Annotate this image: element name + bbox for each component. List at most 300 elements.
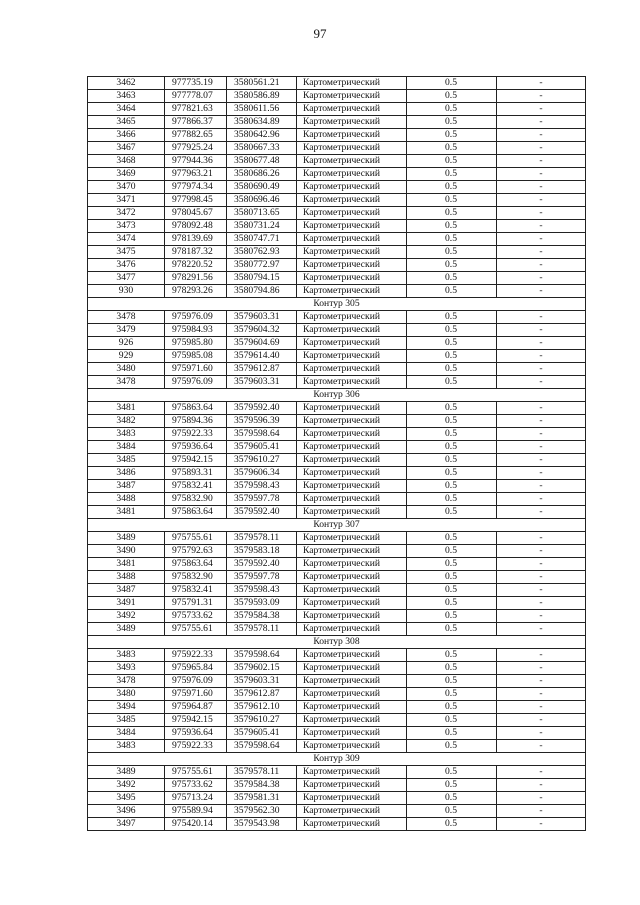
- y-coordinate-cell: 3579614.40: [227, 350, 297, 363]
- y-coordinate-cell: 3579605.41: [227, 441, 297, 454]
- accuracy-cell: 0.5: [407, 714, 497, 727]
- note-cell: -: [497, 272, 586, 285]
- accuracy-cell: 0.5: [407, 142, 497, 155]
- table-row: [88, 311, 586, 324]
- table-row: [88, 701, 586, 714]
- method-cell: Картометрический: [297, 116, 407, 129]
- accuracy-cell: 0.5: [407, 285, 497, 298]
- method-cell: Картометрический: [297, 467, 407, 480]
- method-cell: Картометрический: [297, 714, 407, 727]
- method-cell: Картометрический: [297, 402, 407, 415]
- note-cell: -: [497, 688, 586, 701]
- x-coordinate-cell: 975965.84: [165, 662, 227, 675]
- method-cell: Картометрический: [297, 246, 407, 259]
- point-number-cell: 3478: [88, 311, 165, 324]
- y-coordinate-cell: 3580561.21: [227, 77, 297, 90]
- point-number-cell: 3474: [88, 233, 165, 246]
- y-coordinate-cell: 3579612.10: [227, 701, 297, 714]
- note-cell: -: [497, 506, 586, 519]
- point-number-cell: 3494: [88, 701, 165, 714]
- y-coordinate-cell: 3579603.31: [227, 311, 297, 324]
- method-cell: Картометрический: [297, 610, 407, 623]
- method-cell: Картометрический: [297, 337, 407, 350]
- point-number-cell: 3477: [88, 272, 165, 285]
- note-cell: -: [497, 597, 586, 610]
- note-cell: -: [497, 220, 586, 233]
- x-coordinate-cell: 975976.09: [165, 376, 227, 389]
- table-row: [88, 649, 586, 662]
- y-coordinate-cell: 3580731.24: [227, 220, 297, 233]
- y-coordinate-cell: 3580747.71: [227, 233, 297, 246]
- y-coordinate-cell: 3579592.40: [227, 506, 297, 519]
- x-coordinate-cell: 975971.60: [165, 688, 227, 701]
- accuracy-cell: 0.5: [407, 155, 497, 168]
- accuracy-cell: 0.5: [407, 259, 497, 272]
- point-number-cell: 3475: [88, 246, 165, 259]
- point-number-cell: 3489: [88, 623, 165, 636]
- x-coordinate-cell: 977735.19: [165, 77, 227, 90]
- note-cell: -: [497, 610, 586, 623]
- method-cell: Картометрический: [297, 818, 407, 831]
- x-coordinate-cell: 978045.67: [165, 207, 227, 220]
- method-cell: Картометрический: [297, 571, 407, 584]
- contour-header-row: [88, 636, 586, 649]
- method-cell: Картометрический: [297, 428, 407, 441]
- y-coordinate-cell: 3579543.98: [227, 818, 297, 831]
- note-cell: -: [497, 792, 586, 805]
- accuracy-cell: 0.5: [407, 103, 497, 116]
- contour-title: Контур 308: [88, 636, 586, 649]
- y-coordinate-cell: 3580762.93: [227, 246, 297, 259]
- table-row: [88, 662, 586, 675]
- point-number-cell: 3488: [88, 571, 165, 584]
- method-cell: Картометрический: [297, 194, 407, 207]
- note-cell: -: [497, 584, 586, 597]
- y-coordinate-cell: 3579610.27: [227, 714, 297, 727]
- accuracy-cell: 0.5: [407, 454, 497, 467]
- accuracy-cell: 0.5: [407, 480, 497, 493]
- y-coordinate-cell: 3579581.31: [227, 792, 297, 805]
- table-row: [88, 350, 586, 363]
- note-cell: -: [497, 311, 586, 324]
- table-row: [88, 766, 586, 779]
- accuracy-cell: 0.5: [407, 77, 497, 90]
- accuracy-cell: 0.5: [407, 181, 497, 194]
- point-number-cell: 3489: [88, 532, 165, 545]
- contour-header-row: [88, 389, 586, 402]
- y-coordinate-cell: 3579578.11: [227, 532, 297, 545]
- note-cell: -: [497, 779, 586, 792]
- note-cell: -: [497, 259, 586, 272]
- y-coordinate-cell: 3580634.89: [227, 116, 297, 129]
- table-row: [88, 155, 586, 168]
- y-coordinate-cell: 3579603.31: [227, 376, 297, 389]
- y-coordinate-cell: 3579610.27: [227, 454, 297, 467]
- method-cell: Картометрический: [297, 662, 407, 675]
- x-coordinate-cell: 975985.08: [165, 350, 227, 363]
- accuracy-cell: 0.5: [407, 727, 497, 740]
- note-cell: -: [497, 350, 586, 363]
- x-coordinate-cell: 975922.33: [165, 740, 227, 753]
- note-cell: -: [497, 441, 586, 454]
- table-row: [88, 493, 586, 506]
- y-coordinate-cell: 3580794.15: [227, 272, 297, 285]
- accuracy-cell: 0.5: [407, 350, 497, 363]
- accuracy-cell: 0.5: [407, 584, 497, 597]
- accuracy-cell: 0.5: [407, 311, 497, 324]
- method-cell: Картометрический: [297, 168, 407, 181]
- y-coordinate-cell: 3580690.49: [227, 181, 297, 194]
- point-number-cell: 3476: [88, 259, 165, 272]
- y-coordinate-cell: 3580794.86: [227, 285, 297, 298]
- y-coordinate-cell: 3579606.34: [227, 467, 297, 480]
- x-coordinate-cell: 975964.87: [165, 701, 227, 714]
- note-cell: -: [497, 428, 586, 441]
- x-coordinate-cell: 977778.07: [165, 90, 227, 103]
- x-coordinate-cell: 975976.09: [165, 675, 227, 688]
- point-number-cell: 926: [88, 337, 165, 350]
- x-coordinate-cell: 975936.64: [165, 441, 227, 454]
- method-cell: Картометрический: [297, 155, 407, 168]
- accuracy-cell: 0.5: [407, 662, 497, 675]
- method-cell: Картометрический: [297, 532, 407, 545]
- y-coordinate-cell: 3579562.30: [227, 805, 297, 818]
- point-number-cell: 3488: [88, 493, 165, 506]
- x-coordinate-cell: 975755.61: [165, 532, 227, 545]
- y-coordinate-cell: 3579598.64: [227, 740, 297, 753]
- accuracy-cell: 0.5: [407, 233, 497, 246]
- accuracy-cell: 0.5: [407, 129, 497, 142]
- method-cell: Картометрический: [297, 207, 407, 220]
- y-coordinate-cell: 3579592.40: [227, 402, 297, 415]
- table-row: [88, 90, 586, 103]
- contour-header-row: [88, 753, 586, 766]
- accuracy-cell: 0.5: [407, 623, 497, 636]
- x-coordinate-cell: 975589.94: [165, 805, 227, 818]
- note-cell: -: [497, 155, 586, 168]
- table-row: [88, 480, 586, 493]
- point-number-cell: 3472: [88, 207, 165, 220]
- accuracy-cell: 0.5: [407, 441, 497, 454]
- note-cell: -: [497, 233, 586, 246]
- note-cell: -: [497, 623, 586, 636]
- method-cell: Картометрический: [297, 740, 407, 753]
- accuracy-cell: 0.5: [407, 649, 497, 662]
- x-coordinate-cell: 978187.32: [165, 246, 227, 259]
- x-coordinate-cell: 975863.64: [165, 402, 227, 415]
- method-cell: Картометрический: [297, 506, 407, 519]
- method-cell: Картометрический: [297, 272, 407, 285]
- point-number-cell: 3487: [88, 480, 165, 493]
- y-coordinate-cell: 3579578.11: [227, 766, 297, 779]
- point-number-cell: 3471: [88, 194, 165, 207]
- y-coordinate-cell: 3579578.11: [227, 623, 297, 636]
- page-number: 97: [313, 26, 327, 41]
- note-cell: -: [497, 675, 586, 688]
- note-cell: -: [497, 116, 586, 129]
- point-number-cell: 3487: [88, 584, 165, 597]
- accuracy-cell: 0.5: [407, 376, 497, 389]
- point-number-cell: 3489: [88, 766, 165, 779]
- table-row: [88, 129, 586, 142]
- y-coordinate-cell: 3579583.18: [227, 545, 297, 558]
- table-row: [88, 363, 586, 376]
- point-number-cell: 3483: [88, 649, 165, 662]
- x-coordinate-cell: 975791.31: [165, 597, 227, 610]
- accuracy-cell: 0.5: [407, 116, 497, 129]
- table-row: [88, 220, 586, 233]
- accuracy-cell: 0.5: [407, 688, 497, 701]
- point-number-cell: 3485: [88, 714, 165, 727]
- note-cell: -: [497, 571, 586, 584]
- table-row: [88, 623, 586, 636]
- note-cell: -: [497, 324, 586, 337]
- x-coordinate-cell: 975755.61: [165, 766, 227, 779]
- y-coordinate-cell: 3580772.97: [227, 259, 297, 272]
- accuracy-cell: 0.5: [407, 415, 497, 428]
- point-number-cell: 3463: [88, 90, 165, 103]
- x-coordinate-cell: 978139.69: [165, 233, 227, 246]
- y-coordinate-cell: 3580586.89: [227, 90, 297, 103]
- method-cell: Картометрический: [297, 376, 407, 389]
- table-row: [88, 714, 586, 727]
- table-row: [88, 168, 586, 181]
- point-number-cell: 3468: [88, 155, 165, 168]
- table-row: [88, 727, 586, 740]
- x-coordinate-cell: 977944.36: [165, 155, 227, 168]
- table-row: [88, 675, 586, 688]
- y-coordinate-cell: 3579598.43: [227, 480, 297, 493]
- y-coordinate-cell: 3579598.43: [227, 584, 297, 597]
- note-cell: -: [497, 805, 586, 818]
- note-cell: -: [497, 77, 586, 90]
- method-cell: Картометрический: [297, 103, 407, 116]
- y-coordinate-cell: 3579584.38: [227, 779, 297, 792]
- x-coordinate-cell: 978220.52: [165, 259, 227, 272]
- point-number-cell: 3469: [88, 168, 165, 181]
- method-cell: Картометрический: [297, 675, 407, 688]
- note-cell: -: [497, 337, 586, 350]
- table-row: [88, 233, 586, 246]
- point-number-cell: 3473: [88, 220, 165, 233]
- table-row: [88, 415, 586, 428]
- contour-title: Контур 305: [88, 298, 586, 311]
- table-row: [88, 337, 586, 350]
- accuracy-cell: 0.5: [407, 194, 497, 207]
- point-number-cell: 3496: [88, 805, 165, 818]
- method-cell: Картометрический: [297, 181, 407, 194]
- table-row: [88, 441, 586, 454]
- x-coordinate-cell: 975832.90: [165, 493, 227, 506]
- y-coordinate-cell: 3579612.87: [227, 363, 297, 376]
- point-number-cell: 3481: [88, 506, 165, 519]
- x-coordinate-cell: 975922.33: [165, 649, 227, 662]
- y-coordinate-cell: 3579603.31: [227, 675, 297, 688]
- method-cell: Картометрический: [297, 220, 407, 233]
- method-cell: Картометрический: [297, 727, 407, 740]
- note-cell: -: [497, 649, 586, 662]
- accuracy-cell: 0.5: [407, 818, 497, 831]
- point-number-cell: 3491: [88, 597, 165, 610]
- accuracy-cell: 0.5: [407, 363, 497, 376]
- point-number-cell: 3470: [88, 181, 165, 194]
- point-number-cell: 3479: [88, 324, 165, 337]
- point-number-cell: 3484: [88, 727, 165, 740]
- y-coordinate-cell: 3579597.78: [227, 493, 297, 506]
- contour-header-row: [88, 519, 586, 532]
- point-number-cell: 3480: [88, 363, 165, 376]
- point-number-cell: 3482: [88, 415, 165, 428]
- accuracy-cell: 0.5: [407, 545, 497, 558]
- x-coordinate-cell: 977998.45: [165, 194, 227, 207]
- y-coordinate-cell: 3579602.15: [227, 662, 297, 675]
- x-coordinate-cell: 975733.62: [165, 610, 227, 623]
- method-cell: Картометрический: [297, 90, 407, 103]
- coordinates-table-body: [88, 77, 586, 831]
- method-cell: Картометрический: [297, 350, 407, 363]
- point-number-cell: 3483: [88, 740, 165, 753]
- point-number-cell: 3497: [88, 818, 165, 831]
- table-row: [88, 246, 586, 259]
- table-row: [88, 779, 586, 792]
- y-coordinate-cell: 3580677.48: [227, 155, 297, 168]
- y-coordinate-cell: 3579604.69: [227, 337, 297, 350]
- method-cell: Картометрический: [297, 792, 407, 805]
- accuracy-cell: 0.5: [407, 220, 497, 233]
- table-row: [88, 207, 586, 220]
- table-row: [88, 454, 586, 467]
- table-row: [88, 584, 586, 597]
- note-cell: -: [497, 480, 586, 493]
- accuracy-cell: 0.5: [407, 571, 497, 584]
- table-row: [88, 610, 586, 623]
- method-cell: Картометрический: [297, 766, 407, 779]
- note-cell: -: [497, 194, 586, 207]
- x-coordinate-cell: 975713.24: [165, 792, 227, 805]
- x-coordinate-cell: 977925.24: [165, 142, 227, 155]
- y-coordinate-cell: 3579597.78: [227, 571, 297, 584]
- note-cell: -: [497, 454, 586, 467]
- x-coordinate-cell: 977882.65: [165, 129, 227, 142]
- table-row: [88, 597, 586, 610]
- y-coordinate-cell: 3580713.65: [227, 207, 297, 220]
- point-number-cell: 3483: [88, 428, 165, 441]
- note-cell: -: [497, 727, 586, 740]
- point-number-cell: 930: [88, 285, 165, 298]
- x-coordinate-cell: 975922.33: [165, 428, 227, 441]
- method-cell: Картометрический: [297, 129, 407, 142]
- y-coordinate-cell: 3580686.26: [227, 168, 297, 181]
- table-row: [88, 467, 586, 480]
- point-number-cell: 3464: [88, 103, 165, 116]
- y-coordinate-cell: 3580611.56: [227, 103, 297, 116]
- method-cell: Картометрический: [297, 545, 407, 558]
- method-cell: Картометрический: [297, 480, 407, 493]
- table-row: [88, 571, 586, 584]
- accuracy-cell: 0.5: [407, 90, 497, 103]
- method-cell: Картометрический: [297, 415, 407, 428]
- method-cell: Картометрический: [297, 779, 407, 792]
- x-coordinate-cell: 975936.64: [165, 727, 227, 740]
- note-cell: -: [497, 545, 586, 558]
- contour-title: Контур 307: [88, 519, 586, 532]
- note-cell: -: [497, 740, 586, 753]
- note-cell: -: [497, 532, 586, 545]
- table-row: [88, 506, 586, 519]
- x-coordinate-cell: 975976.09: [165, 311, 227, 324]
- accuracy-cell: 0.5: [407, 675, 497, 688]
- point-number-cell: 3481: [88, 558, 165, 571]
- method-cell: Картометрический: [297, 363, 407, 376]
- point-number-cell: 3495: [88, 792, 165, 805]
- contour-title: Контур 309: [88, 753, 586, 766]
- note-cell: -: [497, 402, 586, 415]
- method-cell: Картометрический: [297, 259, 407, 272]
- contour-title: Контур 306: [88, 389, 586, 402]
- y-coordinate-cell: 3579605.41: [227, 727, 297, 740]
- accuracy-cell: 0.5: [407, 246, 497, 259]
- note-cell: -: [497, 246, 586, 259]
- table-row: [88, 688, 586, 701]
- method-cell: Картометрический: [297, 454, 407, 467]
- x-coordinate-cell: 975971.60: [165, 363, 227, 376]
- y-coordinate-cell: 3579593.09: [227, 597, 297, 610]
- point-number-cell: 3462: [88, 77, 165, 90]
- point-number-cell: 3486: [88, 467, 165, 480]
- x-coordinate-cell: 975863.64: [165, 558, 227, 571]
- accuracy-cell: 0.5: [407, 805, 497, 818]
- table-row: [88, 77, 586, 90]
- x-coordinate-cell: 975832.90: [165, 571, 227, 584]
- accuracy-cell: 0.5: [407, 597, 497, 610]
- point-number-cell: 3478: [88, 675, 165, 688]
- x-coordinate-cell: 975792.63: [165, 545, 227, 558]
- table-row: [88, 558, 586, 571]
- y-coordinate-cell: 3579598.64: [227, 649, 297, 662]
- method-cell: Картометрический: [297, 584, 407, 597]
- note-cell: -: [497, 207, 586, 220]
- note-cell: -: [497, 467, 586, 480]
- note-cell: -: [497, 662, 586, 675]
- y-coordinate-cell: 3580696.46: [227, 194, 297, 207]
- x-coordinate-cell: 975942.15: [165, 714, 227, 727]
- point-number-cell: 3492: [88, 610, 165, 623]
- x-coordinate-cell: 975832.41: [165, 480, 227, 493]
- note-cell: -: [497, 129, 586, 142]
- point-number-cell: 3484: [88, 441, 165, 454]
- table-row: [88, 532, 586, 545]
- note-cell: -: [497, 701, 586, 714]
- y-coordinate-cell: 3579612.87: [227, 688, 297, 701]
- method-cell: Картометрический: [297, 285, 407, 298]
- accuracy-cell: 0.5: [407, 532, 497, 545]
- note-cell: -: [497, 363, 586, 376]
- note-cell: -: [497, 103, 586, 116]
- accuracy-cell: 0.5: [407, 740, 497, 753]
- accuracy-cell: 0.5: [407, 558, 497, 571]
- table-row: [88, 428, 586, 441]
- table-row: [88, 142, 586, 155]
- x-coordinate-cell: 975942.15: [165, 454, 227, 467]
- x-coordinate-cell: 975894.36: [165, 415, 227, 428]
- note-cell: -: [497, 818, 586, 831]
- x-coordinate-cell: 975832.41: [165, 584, 227, 597]
- note-cell: -: [497, 168, 586, 181]
- method-cell: Картометрический: [297, 441, 407, 454]
- x-coordinate-cell: 977974.34: [165, 181, 227, 194]
- table-row: [88, 805, 586, 818]
- x-coordinate-cell: 975755.61: [165, 623, 227, 636]
